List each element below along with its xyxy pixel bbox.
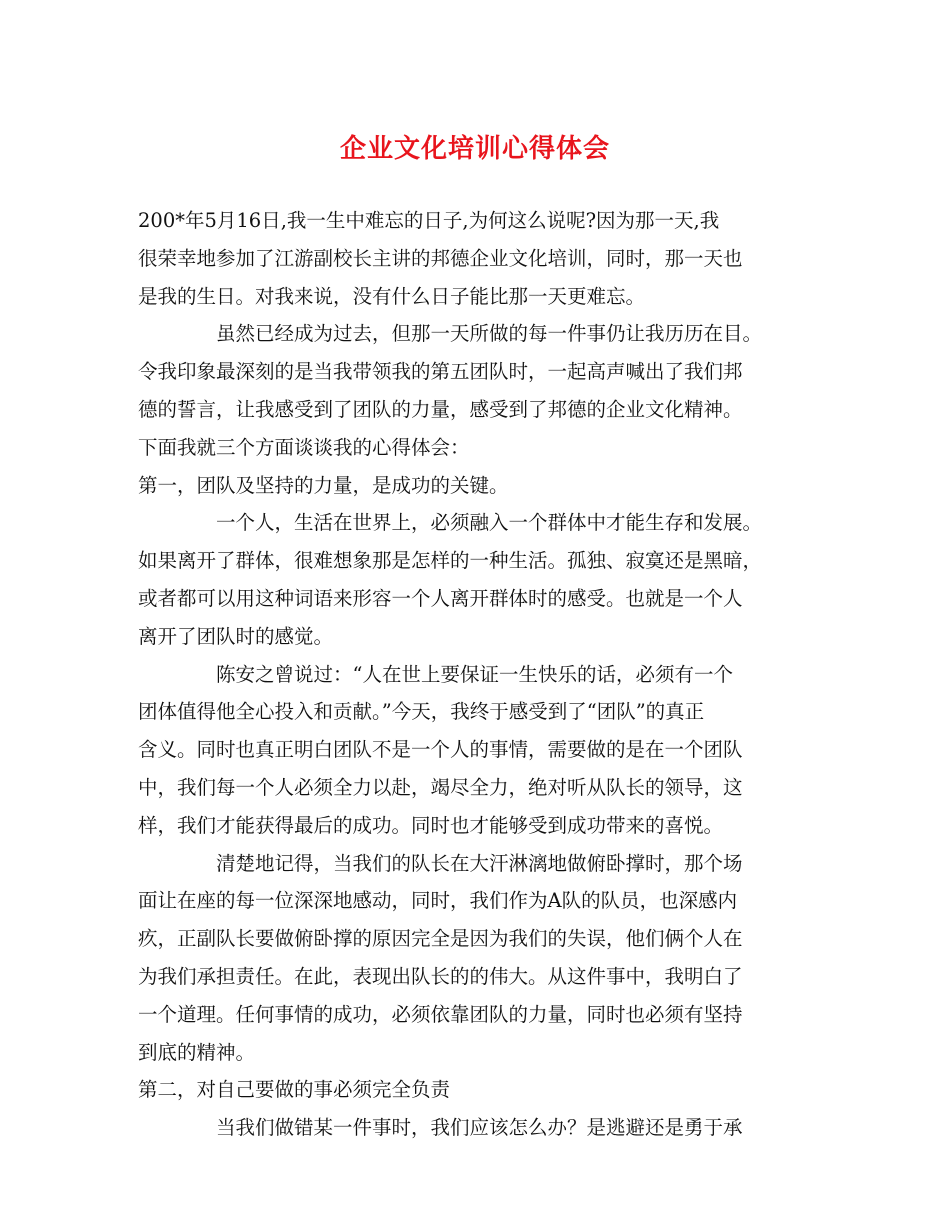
text-line: 面让在座的每一位深深地感动，同时，我们作为A队的队员，也深感内: [138, 889, 738, 913]
text-line: 陈安之曾说过：“人在世上要保证一生快乐的话，必须有一个: [216, 662, 733, 686]
text-line: 为我们承担责任。在此，表现出队长的的伟大。从这件事中，我明白了: [138, 964, 743, 988]
text-line: 是我的生日。对我来说，没有什么日子能比那一天更难忘。: [138, 284, 646, 308]
document-title: 企业文化培训心得体会: [339, 134, 610, 164]
text-line: 德的誓言，让我感受到了团队的力量，感受到了邦德的企业文化精神。: [138, 397, 743, 421]
text-line: 离开了团队时的感觉。: [138, 624, 334, 648]
text-line: 一个道理。任何事情的成功，必须依靠团队的力量，同时也必须有坚持: [138, 1002, 743, 1026]
text-line: 疚，正副队长要做俯卧撑的原因完全是因为我们的失误，他们俩个人在: [138, 927, 743, 951]
text-line: 如果离开了群体，很难想象那是怎样的一种生活。孤独、寂寞还是黑暗，: [138, 549, 763, 573]
text-line: 令我印象最深刻的是当我带领我的第五团队时，一起高声喊出了我们邦: [138, 360, 743, 384]
text-line: 到底的精神。: [138, 1040, 256, 1064]
text-line: 虽然已经成为过去，但那一天所做的每一件事仍让我历历在目。: [216, 322, 763, 346]
text-line: 当我们做错某一件事时，我们应该怎么办？是逃避还是勇于承: [216, 1116, 743, 1140]
document-body: [138, 202, 820, 1147]
text-line: 很荣幸地参加了江游副校长主讲的邦德企业文化培训，同时，那一天也: [138, 246, 743, 270]
text-line: 200*年5月16日,我一生中难忘的日子,为何这么说呢?因为那一天,我: [138, 209, 720, 232]
text-line: 或者都可以用这种词语来形容一个人离开群体时的感受。也就是一个人: [138, 586, 743, 610]
text-line: 清楚地记得，当我们的队长在大汗淋漓地做俯卧撑时，那个场: [216, 851, 743, 875]
text-line: 团体值得他全心投入和贡献。”今天，我终于感受到了“团队”的真正: [138, 700, 705, 724]
text-line: 下面我就三个方面谈谈我的心得体会：: [138, 435, 470, 459]
text-line: 第二，对自己要做的事必须完全负责: [138, 1078, 451, 1102]
text-line: 含义。同时也真正明白团队不是一个人的事情，需要做的是在一个团队: [138, 738, 743, 762]
text-line: 第一，团队及坚持的力量，是成功的关键。: [138, 473, 509, 497]
text-line: 一个人，生活在世界上，必须融入一个群体中才能生存和发展。: [216, 511, 763, 535]
text-line: 中，我们每一个人必须全力以赴，竭尽全力，绝对听从队长的领导，这: [138, 775, 743, 799]
text-line: 样，我们才能获得最后的成功。同时也才能够受到成功带来的喜悦。: [138, 813, 724, 837]
